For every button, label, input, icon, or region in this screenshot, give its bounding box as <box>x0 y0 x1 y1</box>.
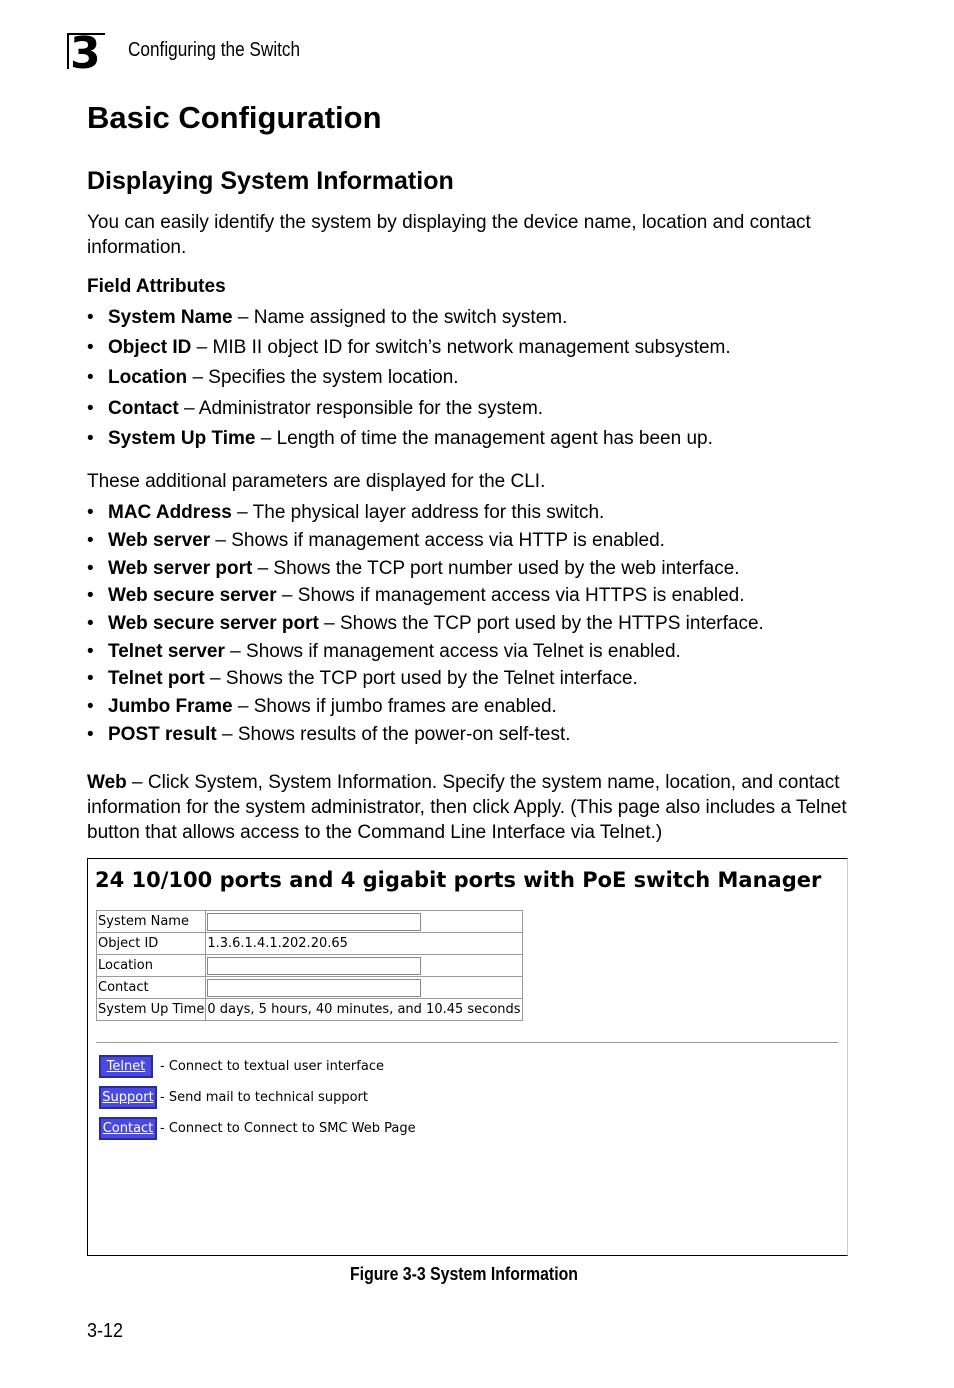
contact-button[interactable]: Contact <box>99 1117 157 1140</box>
page-number: 3-12 <box>87 1320 124 1342</box>
contact-description: - Connect to Connect to SMC Web Page <box>160 1121 416 1136</box>
system-name-input[interactable] <box>207 913 421 931</box>
section-heading: Basic Configuration <box>87 100 382 135</box>
table-row <box>97 955 523 977</box>
telnet-button[interactable]: Telnet <box>99 1055 153 1078</box>
system-up-time-label: System Up Time <box>97 999 206 1021</box>
running-title: Configuring the Switch <box>128 39 301 61</box>
object-id-label: Object ID <box>97 933 206 955</box>
subsection-heading: Displaying System Information <box>87 167 454 195</box>
system-up-time-value: 0 days, 5 hours, 40 minutes, and 10.45 seconds <box>206 999 522 1021</box>
table-row <box>97 911 523 933</box>
cli-intro-paragraph: These additional parameters are displayed for the CLI. <box>87 471 546 492</box>
table-row <box>97 933 523 955</box>
field-attributes-heading: Field Attributes <box>87 276 226 297</box>
intro-paragraph: You can easily identify the system by displaying the device name, location and contact information. <box>87 212 811 258</box>
support-button[interactable]: Support <box>99 1086 157 1109</box>
contact-label: Contact <box>97 977 206 999</box>
table-row <box>97 999 523 1021</box>
location-label: Location <box>97 955 206 977</box>
contact-input[interactable] <box>207 979 421 997</box>
system-info-table <box>96 910 523 1021</box>
telnet-description: - Connect to textual user interface <box>160 1059 384 1074</box>
location-input[interactable] <box>207 957 421 975</box>
figure-caption: Figure 3-3 System Information <box>350 1264 578 1284</box>
chapter-number: 3 <box>70 28 100 79</box>
web-paragraph: Web – Click System, System Information. Specify the system name, location, and contact information for the system administrator, then click Apply. (This page also includes a Telnet button that allows access to the Command Line Interface via Telnet.) <box>87 772 847 843</box>
manager-title: 24 10/100 ports and 4 gigabit ports with PoE switch Manager <box>95 868 822 892</box>
divider <box>96 1042 838 1043</box>
table-row <box>97 977 523 999</box>
object-id-value: 1.3.6.1.4.1.202.20.65 <box>206 933 522 955</box>
system-name-label: System Name <box>97 911 206 933</box>
support-description: - Send mail to technical support <box>160 1090 368 1105</box>
